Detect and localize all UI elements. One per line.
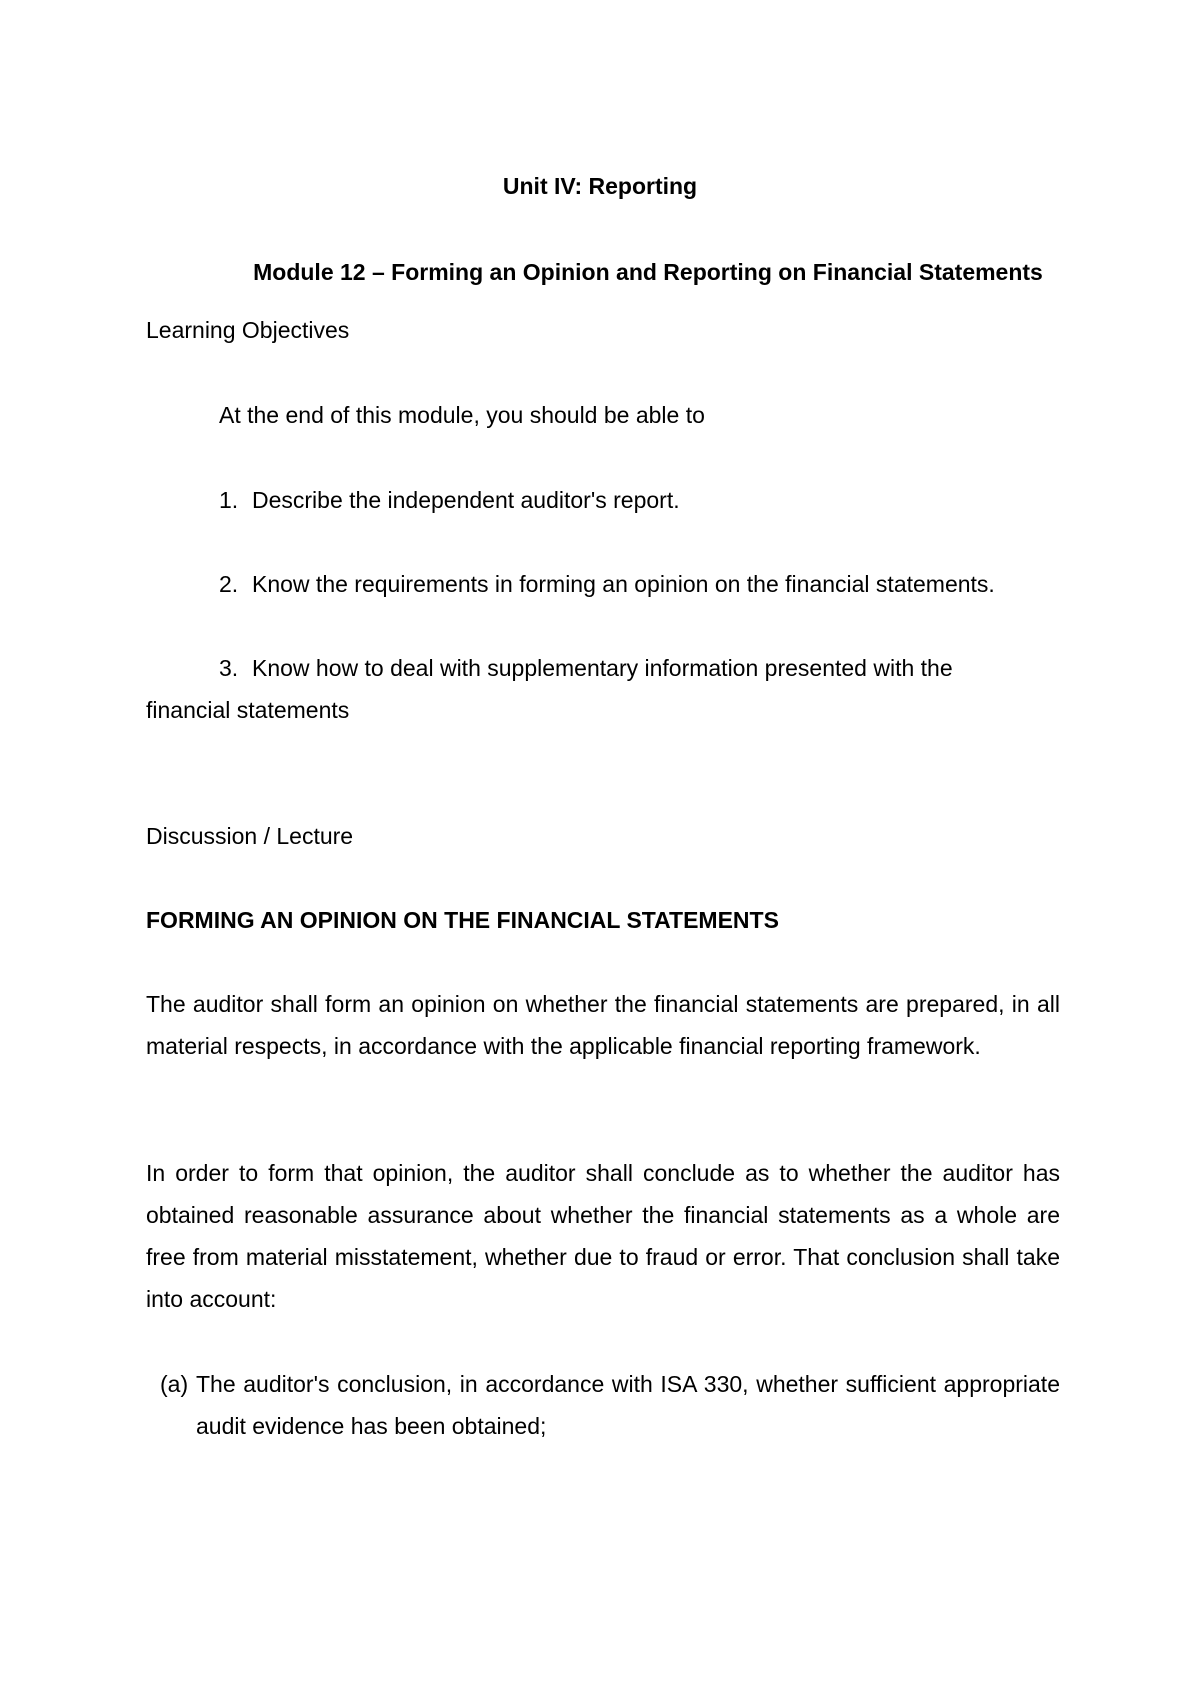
list-item-label: (a)	[160, 1371, 189, 1397]
paragraph-conclusion: In order to form that opinion, the auditor shall conclude as to whether the auditor has obtained reasonable assurance about whether the financial statements as a whole are free from material misstatement, whether due to fraud or error. That conclusion shall take into account:	[146, 1160, 1060, 1312]
objective-text: Describe the independent auditor's report.	[252, 487, 680, 513]
discussion-heading: Discussion / Lecture	[146, 823, 354, 849]
learning-objectives-heading: Learning Objectives	[146, 317, 350, 343]
objective-item-2	[219, 569, 995, 599]
objectives-intro: At the end of this module, you should be able to	[219, 402, 705, 428]
objective-item-3	[219, 653, 953, 683]
paragraph-opinion: The auditor shall form an opinion on whether the financial statements are prepared, in all material respects, in accordance with the applicable financial reporting framework.	[146, 991, 1060, 1059]
module-title: Module 12 – Forming an Opinion and Reporting on Financial Statements	[253, 259, 1043, 285]
objective-number: 2.	[219, 571, 239, 597]
list-item-text: The auditor's conclusion, in accordance with ISA 330, whether sufficient appropriate audit evidence has been obtained;	[196, 1371, 1060, 1439]
unit-title: Unit IV: Reporting	[502, 173, 698, 199]
objective-text: Know how to deal with supplementary information presented with the	[252, 655, 953, 681]
objective-item-1	[219, 485, 680, 515]
objective-number: 3.	[219, 655, 239, 681]
objective-number: 1.	[219, 487, 239, 513]
section-heading: FORMING AN OPINION ON THE FINANCIAL STATEMENTS	[146, 907, 779, 933]
objective-text: Know the requirements in forming an opinion on the financial statements.	[252, 571, 995, 597]
objective-continuation: financial statements	[146, 697, 350, 723]
